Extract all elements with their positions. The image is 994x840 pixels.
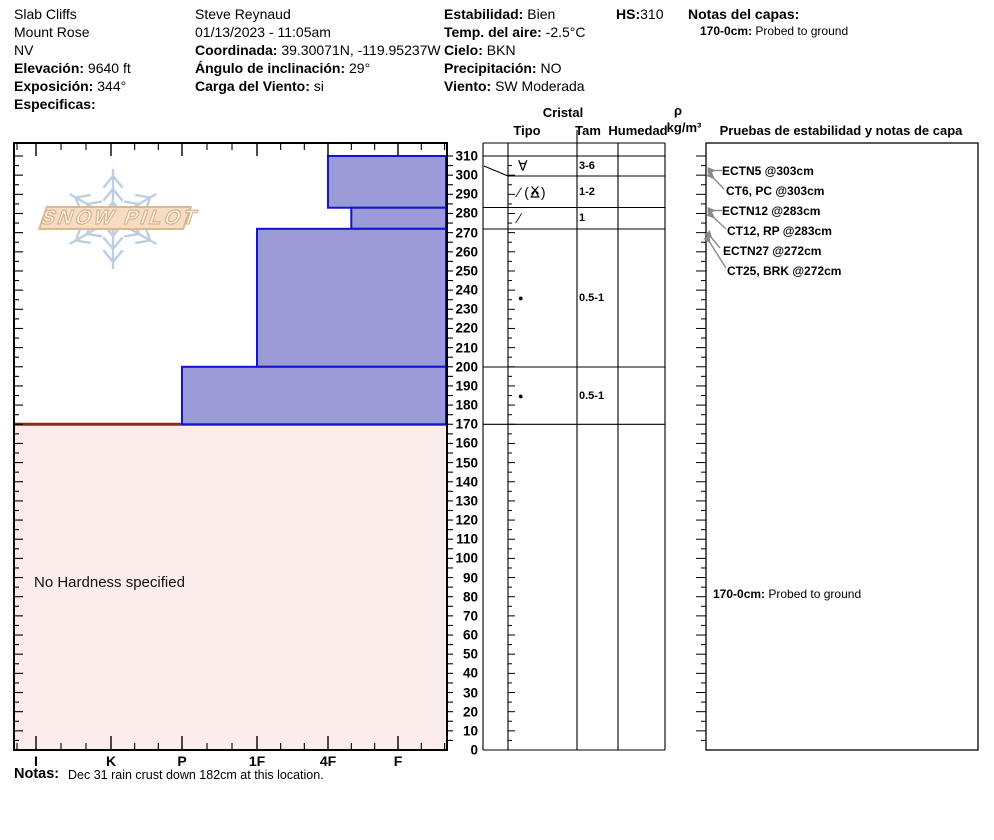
wind-value: SW Moderada — [495, 78, 585, 94]
sky-value: BKN — [486, 42, 516, 58]
coordinates-label: Coordinada: — [195, 42, 278, 58]
depth-label-0: 0 — [470, 742, 478, 758]
column-header-tam: Tam — [575, 123, 601, 138]
hardness-label-I: I — [34, 753, 38, 769]
depth-label-140: 140 — [455, 474, 478, 490]
column-header-tests: Pruebas de estabilidad y notas de capa — [719, 123, 963, 138]
air-temp-label: Temp. del aire: — [444, 24, 542, 40]
grain-symbol-rounded-grains: ● — [518, 293, 524, 303]
depth-label-230: 230 — [455, 301, 478, 317]
hardness-label-4F: 4F — [319, 753, 337, 769]
grain-size-cell: 0.5-1 — [579, 292, 605, 304]
depth-label-110: 110 — [456, 531, 478, 547]
wind-loading-label: Carga del Viento: — [195, 78, 310, 94]
observation-datetime: 01/13/2023 - 11:05am — [195, 24, 331, 40]
column-header-humedad: Humedad — [608, 123, 668, 138]
layer-note-label: 170-0cm: — [700, 24, 753, 38]
slope-angle-label: Ángulo de inclinación: — [195, 60, 346, 76]
depth-label-60: 60 — [462, 627, 478, 643]
depth-label-170: 170 — [455, 416, 478, 432]
grain-symbol-decomposing-fragments: ∕ — [518, 210, 521, 227]
grain-size-cell: 3-6 — [579, 160, 595, 172]
column-header-rho-units: kg/m³ — [666, 120, 702, 135]
grain-size-cell: 0.5-1 — [579, 389, 605, 402]
depth-label-310: 310 — [455, 148, 478, 164]
hardness-label-1F: 1F — [248, 753, 266, 769]
hs-value: 310 — [640, 6, 664, 22]
footer-notes-value: Dec 31 rain crust down 182cm at this location. — [68, 768, 324, 782]
column-header-tipo: Tipo — [513, 123, 541, 138]
depth-label-100: 100 — [455, 550, 478, 566]
layer-note-value: Probed to ground — [755, 24, 849, 38]
air-temp-value: -2.5°C — [545, 24, 586, 40]
depth-label-290: 290 — [455, 186, 478, 202]
depth-label-200: 200 — [455, 359, 478, 375]
depth-label-260: 260 — [455, 244, 478, 260]
depth-label-220: 220 — [455, 320, 478, 336]
state: NV — [14, 42, 34, 58]
no-hardness-label: No Hardness specified — [34, 574, 185, 591]
aspect-label: Exposición: — [14, 78, 94, 94]
tests-panel-note-label: 170-0cm: — [713, 587, 766, 601]
specifics-label: Especificas: — [14, 96, 96, 112]
depth-label-280: 280 — [455, 205, 478, 221]
column-header-cristal: Cristal — [542, 105, 584, 120]
hardness-label-F: F — [393, 753, 403, 769]
precip-value: NO — [540, 60, 562, 76]
hs-label: HS: — [616, 6, 641, 22]
depth-label-50: 50 — [462, 646, 478, 662]
depth-label-130: 130 — [455, 493, 478, 509]
grain-symbol-surface-hoar: ∀ — [518, 157, 528, 174]
depth-label-160: 160 — [455, 435, 478, 451]
depth-label-30: 30 — [462, 685, 478, 701]
depth-label-300: 300 — [455, 167, 478, 183]
tests-panel-note — [713, 587, 861, 602]
depth-label-180: 180 — [455, 397, 478, 413]
grain-type-cell — [518, 293, 523, 303]
elevation-label: Elevación: — [14, 60, 85, 76]
observer-name: Steve Reynaud — [195, 6, 291, 22]
tests-panel-note-text: Probed to ground — [768, 587, 862, 601]
grain-symbol-graupel-icon — [529, 185, 541, 198]
grain-type-cell — [518, 391, 523, 401]
layer-notes-title: Notas del capas: — [688, 6, 800, 22]
depth-label-190: 190 — [455, 378, 478, 394]
stability-label: Estabilidad: — [444, 6, 524, 22]
hardness-label-K: K — [105, 753, 117, 769]
depth-label-90: 90 — [462, 570, 478, 586]
stability-test-label-3: ECTN12 @283cm — [722, 203, 821, 218]
stability-test-label-2: CT6, PC @303cm — [726, 183, 825, 198]
depth-label-20: 20 — [462, 704, 478, 720]
grain-type-cell: ∕ ( ) — [518, 183, 546, 200]
wind-loading-value: si — [313, 78, 324, 94]
grain-symbol-decomposing-fragments: ∕ — [518, 183, 521, 200]
logo-text: SNOW PILOT — [38, 207, 203, 229]
stability-test-label-6: CT25, BRK @272cm — [727, 263, 842, 278]
sky-label: Cielo: — [444, 42, 483, 58]
elevation-value: 9640 ft — [87, 60, 131, 76]
depth-label-150: 150 — [455, 455, 478, 471]
grain-symbol-rounded-grains: ● — [518, 390, 524, 401]
precip-label: Precipitación: — [444, 60, 537, 76]
mountain-range: Mount Rose — [14, 24, 90, 40]
site-name: Slab Cliffs — [14, 6, 77, 22]
stability-value: Bien — [527, 6, 556, 22]
depth-label-250: 250 — [455, 263, 478, 279]
grain-type-cell — [518, 210, 520, 226]
coordinates-value: 39.30071N, -119.95237W — [281, 42, 441, 58]
grain-type-cell — [518, 158, 528, 175]
footer-notes-label: Notas: — [14, 766, 60, 782]
column-header-rho: ρ — [673, 103, 683, 118]
stability-test-label-5: ECTN27 @272cm — [723, 243, 822, 258]
depth-label-270: 270 — [455, 225, 478, 241]
depth-label-10: 10 — [462, 723, 478, 739]
stability-test-label-1: ECTN5 @303cm — [722, 163, 814, 178]
depth-label-70: 70 — [462, 608, 478, 624]
depth-label-80: 80 — [462, 589, 478, 605]
aspect-value: 344° — [97, 78, 127, 94]
depth-label-40: 40 — [462, 665, 478, 681]
stability-test-label-4: CT12, RP @283cm — [727, 223, 832, 238]
wind-label: Viento: — [444, 78, 492, 94]
depth-label-240: 240 — [455, 282, 478, 298]
grain-size-cell: 1-2 — [579, 185, 595, 198]
grain-size-cell: 1 — [579, 212, 586, 225]
slope-angle-value: 29° — [349, 60, 371, 76]
depth-label-120: 120 — [455, 512, 478, 528]
depth-label-210: 210 — [455, 340, 478, 356]
hardness-label-P: P — [177, 753, 187, 769]
